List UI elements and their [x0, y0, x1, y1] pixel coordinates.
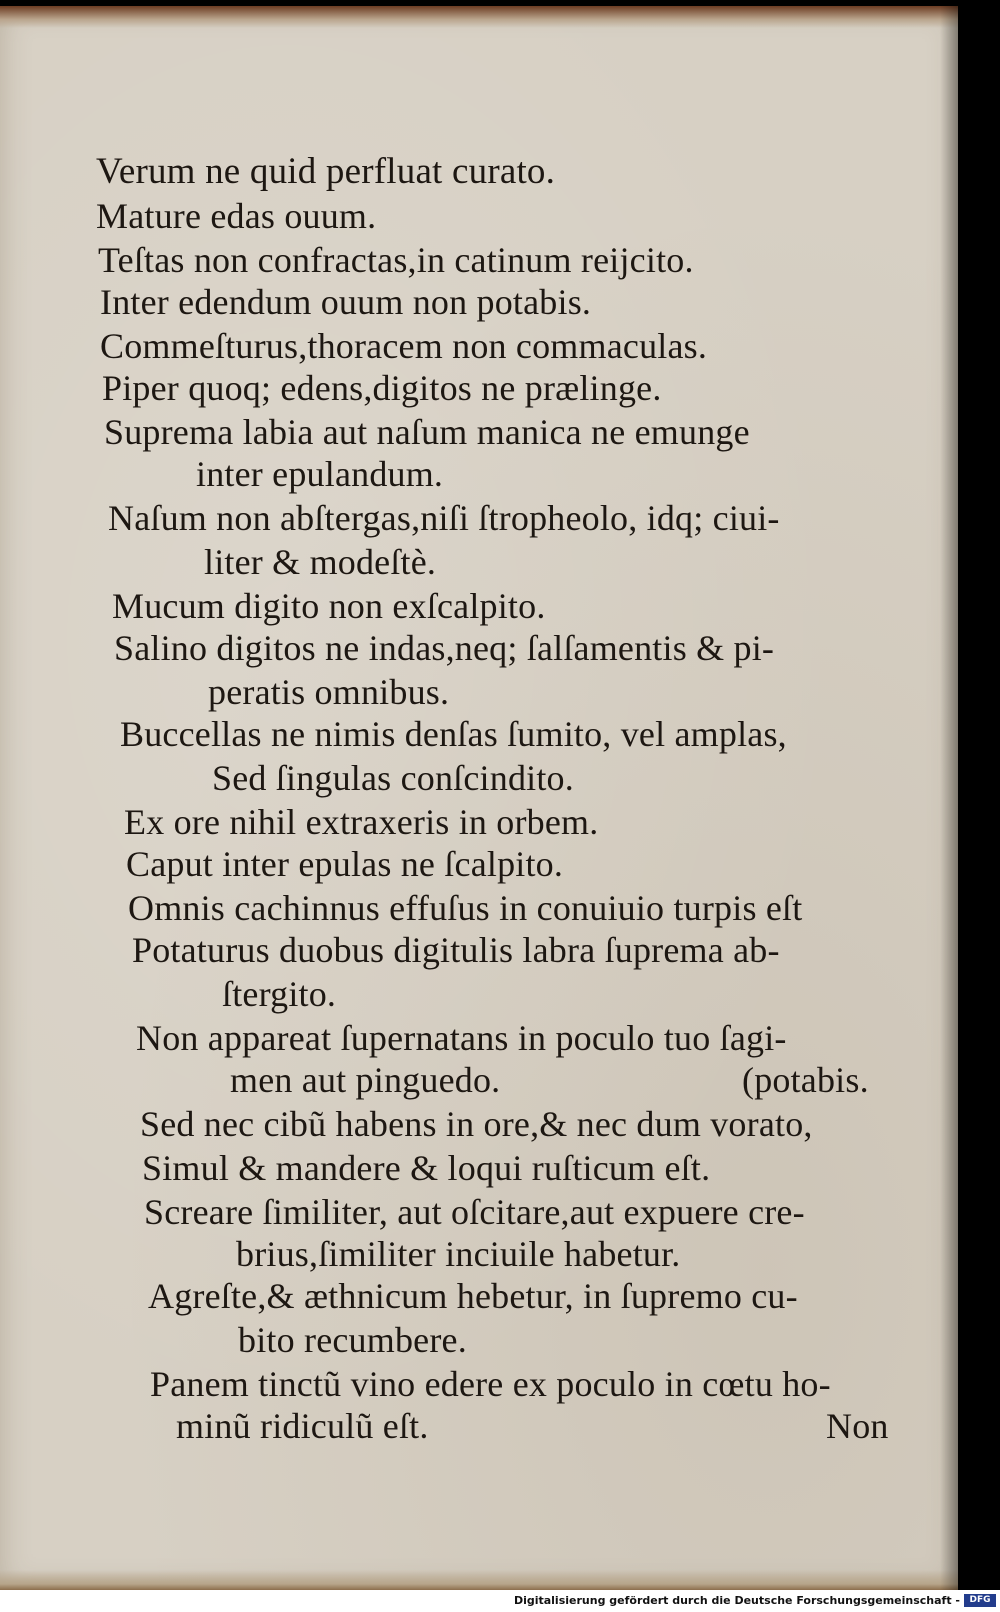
- text-line: Non appareat ſupernatans in poculo tuo ſagi-: [136, 1018, 787, 1058]
- text-line: Caput inter epulas ne ſcalpito.: [126, 844, 564, 884]
- text-line: Agreſte,& æthnicum hebetur, in ſupremo cu-: [148, 1276, 798, 1316]
- text-line: brius,ſimiliter inciuile habetur.: [236, 1234, 681, 1274]
- text-line: Sed nec cibũ habens in ore,& nec dum vorato,: [140, 1104, 813, 1144]
- text-line: Omnis cachinnus effuſus in conuiuio turpis eſt: [128, 888, 803, 928]
- text-line: Verum ne quid perfluat curato.: [96, 151, 556, 192]
- text-line: Panem tinctũ vino edere ex poculo in cœtu ho-: [150, 1364, 831, 1404]
- page-bottom-edge: [0, 1570, 958, 1590]
- text-line: Potaturus duobus digitulis labra ſuprema ab-: [132, 930, 780, 970]
- footer-bar: [0, 1590, 1000, 1612]
- text-line: Piper quoq; edens,digitos ne prælinge.: [102, 368, 662, 408]
- text-line: minũ ridiculũ eſt.: [176, 1406, 429, 1446]
- footer-credit: Digitalisierung gefördert durch die Deutsche Forschungsgemeinschaft -: [513, 1594, 960, 1607]
- page-text: [0, 6, 958, 1590]
- text-line: Mature edas ouum.: [96, 196, 377, 236]
- text-line: peratis omnibus.: [208, 672, 450, 712]
- text-line: (potabis.: [742, 1060, 869, 1100]
- text-line: Buccellas ne nimis denſas ſumito, vel amplas,: [120, 714, 787, 754]
- text-line: Ex ore nihil extraxeris in orbem.: [124, 802, 599, 842]
- text-line: bito recumbere.: [238, 1320, 467, 1360]
- catchword: Non: [826, 1406, 889, 1446]
- text-line: Salino digitos ne indas,neq; ſalſamentis & pi-: [114, 628, 775, 668]
- text-line: ſtergito.: [222, 974, 337, 1014]
- text-line: Screare ſimiliter, aut oſcitare,aut expuere cre-: [144, 1192, 805, 1232]
- dfg-logo: DFG: [964, 1594, 996, 1607]
- text-line: Simul & mandere & loqui ruſticum eſt.: [142, 1148, 711, 1188]
- text-line: inter epulandum.: [196, 454, 444, 494]
- book-page: [0, 6, 958, 1590]
- text-line: Commeſturus,thoracem non commaculas.: [100, 326, 708, 366]
- text-line: Sed ſingulas conſcindito.: [212, 758, 574, 798]
- text-line: Inter edendum ouum non potabis.: [100, 282, 592, 322]
- text-line: Teſtas non confractas,in catinum reijcito.: [98, 240, 694, 280]
- text-line: Naſum non abſtergas,niſi ſtropheolo, idq; ciui-: [108, 498, 780, 538]
- text-line: Mucum digito non exſcalpito.: [112, 586, 546, 626]
- text-line: liter & modeſtè.: [204, 542, 437, 582]
- page-gutter-shadow: [940, 6, 958, 1590]
- text-line: men aut pinguedo.: [230, 1060, 501, 1100]
- text-line: Suprema labia aut naſum manica ne emunge: [104, 412, 750, 452]
